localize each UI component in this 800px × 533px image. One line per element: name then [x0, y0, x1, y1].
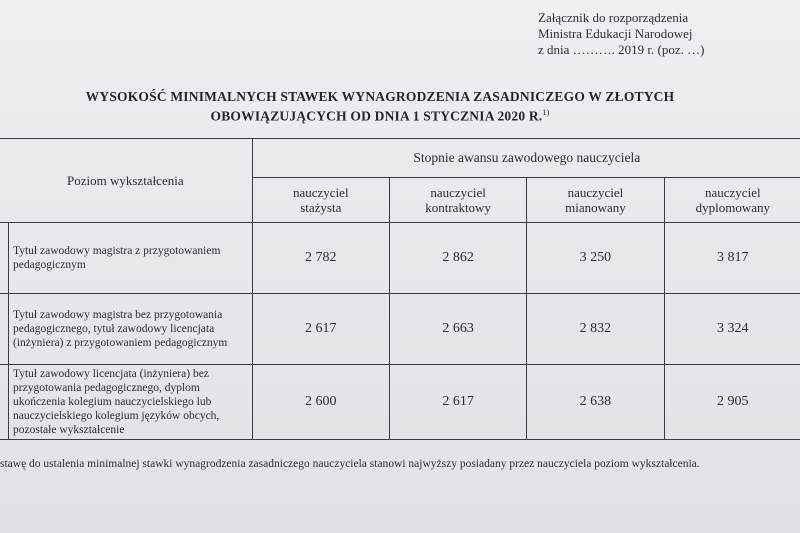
level-text-line: (inżyniera) z przygotowaniem pedagogicznym — [13, 337, 228, 349]
rate-cell: 2 638 — [527, 365, 664, 440]
footnote-text: stawę do ustalenia minimalnej stawki wynagrodzenia zasadniczego nauczyciela stanowi najwyższy posiadany przez nauczyciela poziom wykształcenia. — [0, 458, 700, 470]
salary-rates-table — [0, 138, 800, 440]
level-text-line: Tytuł zawodowy licencjata (inżyniera) bez — [13, 368, 209, 380]
row-edge-cell — [0, 365, 9, 440]
column-header-line: nauczyciel — [430, 185, 486, 200]
table-row — [0, 223, 800, 294]
promotion-degree-header: Stopnie awansu zawodowego nauczyciela — [252, 139, 800, 178]
education-level-header: Poziom wykształcenia — [0, 139, 252, 223]
column-header-kontraktowy — [389, 178, 526, 223]
level-text-line: przygotowania pedagogicznego, dyplom — [13, 382, 200, 394]
rate-cell: 2 617 — [389, 365, 526, 440]
column-header-line: stażysta — [300, 200, 342, 215]
education-level-cell — [9, 294, 253, 365]
level-text-line: Tytuł zawodowy magistra bez przygotowania — [13, 309, 223, 321]
column-header-line: kontraktowy — [425, 200, 491, 215]
level-text-line: pozostałe wykształcenie — [13, 424, 125, 436]
annex-note — [538, 10, 704, 58]
annex-line-3: z dnia ………. 2019 r. (poz. …) — [538, 42, 705, 57]
row-edge-cell — [0, 223, 9, 294]
rate-cell: 2 905 — [664, 365, 800, 440]
rate-cell: 3 324 — [664, 294, 800, 365]
column-header-line: nauczyciel — [567, 185, 624, 200]
title-line-1: WYSOKOŚĆ MINIMALNYCH STAWEK WYNAGRODZENIA ZASADNICZEGO W ZŁOTYCH — [85, 89, 675, 104]
row-edge-cell — [0, 294, 9, 365]
title-line-2 — [40, 105, 720, 125]
rate-cell: 3 250 — [527, 223, 664, 294]
rate-cell: 2 600 — [252, 365, 389, 440]
education-level-cell — [9, 223, 253, 294]
table-row — [0, 294, 800, 365]
document-title — [40, 89, 720, 125]
column-header-line: mianowany — [565, 200, 626, 215]
level-text-line: ukończenia kolegium nauczycielskiego lub — [13, 396, 212, 408]
rate-cell: 2 832 — [527, 294, 664, 365]
rate-cell: 2 617 — [252, 294, 389, 365]
column-header-line: nauczyciel — [705, 185, 761, 200]
rate-cell: 2 862 — [389, 223, 526, 294]
title-footnote-mark: 1) — [542, 108, 550, 117]
education-level-cell — [9, 365, 253, 440]
column-header-stazysta — [252, 178, 389, 223]
column-header-dyplomowany — [664, 178, 800, 223]
annex-line-2: Ministra Edukacji Narodowej — [538, 26, 693, 41]
level-text-line: pedagogicznym — [13, 259, 86, 271]
level-text-line: nauczycielskiego kolegium języków obcych, — [13, 410, 220, 422]
column-header-line: dyplomowany — [695, 200, 770, 215]
table-row — [0, 365, 800, 440]
column-header-line: nauczyciel — [292, 185, 349, 200]
level-text-line: Tytuł zawodowy magistra z przygotowaniem — [13, 245, 221, 257]
rate-cell: 2 663 — [389, 294, 526, 365]
rate-cell: 2 782 — [252, 223, 389, 294]
rate-cell: 3 817 — [664, 223, 800, 294]
title-line-2-text: OBOWIĄZUJĄCYCH OD DNIA 1 STYCZNIA 2020 R. — [210, 108, 543, 124]
level-text-line: pedagogicznego, tytuł zawodowy licencjata — [13, 323, 215, 335]
annex-line-1: Załącznik do rozporządzenia — [538, 10, 689, 25]
column-header-mianowany — [527, 178, 664, 223]
